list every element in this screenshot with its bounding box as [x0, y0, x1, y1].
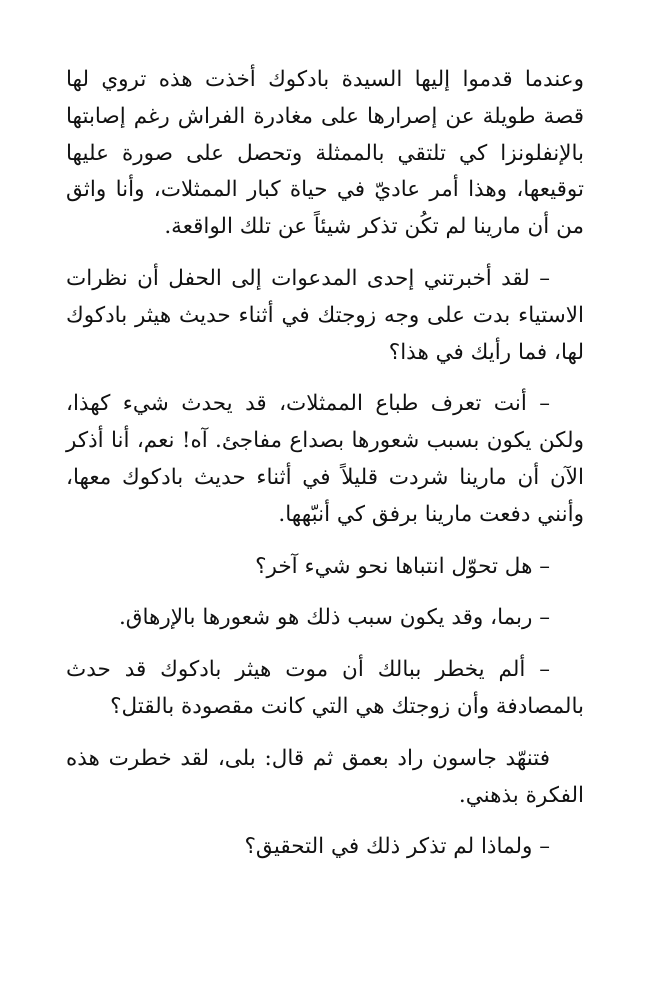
- paragraph-6: – ألم يخطر ببالك أن موت هيثر بادكوك قد حدث بالمصادفة وأن زوجتك هي التي كانت مقصودة بالقتل؟: [66, 657, 584, 719]
- paragraph-8: – ولماذا لم تذكر ذلك في التحقيق؟: [244, 834, 550, 860]
- paragraph-3: – أنت تعرف طباع الممثلات، قد يحدث شيء كهذا، ولكن يكون بسبب شعورها بصداع مفاجئ. آه! نعم، أنا أذكر الآن أن مارينا شردت قليلاً في أثناء حديث بادكوك معها، وأنني دفعت مارينا برفق كي أنبّهها.: [66, 391, 584, 527]
- book-page: [66, 62, 584, 881]
- paragraph-4: – هل تحوّل انتباها نحو شيء آخر؟: [255, 553, 550, 579]
- paragraph-1: وعندما قدموا إليها السيدة بادكوك أخذت هذه تروي لها قصة طويلة عن إصرارها على مغادرة الفراش رغم إصابتها بالإنفلونزا كي تلتقي بالممثلة وتحصل على صورة عليها توقيعها، وهذا أمر عاديّ في حياة كبار الممثلات، وأنا واثق من أن مارينا لم تكُن تذكر شيئاً عن تلك الواقعة.: [66, 67, 584, 240]
- paragraph-5: – ربما، وقد يكون سبب ذلك هو شعورها بالإرهاق.: [118, 605, 550, 631]
- paragraph-7: فتنهّد جاسون راد بعمق ثم قال: بلى، لقد خطرت هذه الفكرة بذهني.: [66, 745, 584, 808]
- paragraph-2: – لقد أخبرتني إحدى المدعوات إلى الحفل أن نظرات الاستياء بدت على وجه زوجتك في أثناء حديث هيثر بادكوك لها، فما رأيك في هذا؟: [66, 265, 584, 365]
